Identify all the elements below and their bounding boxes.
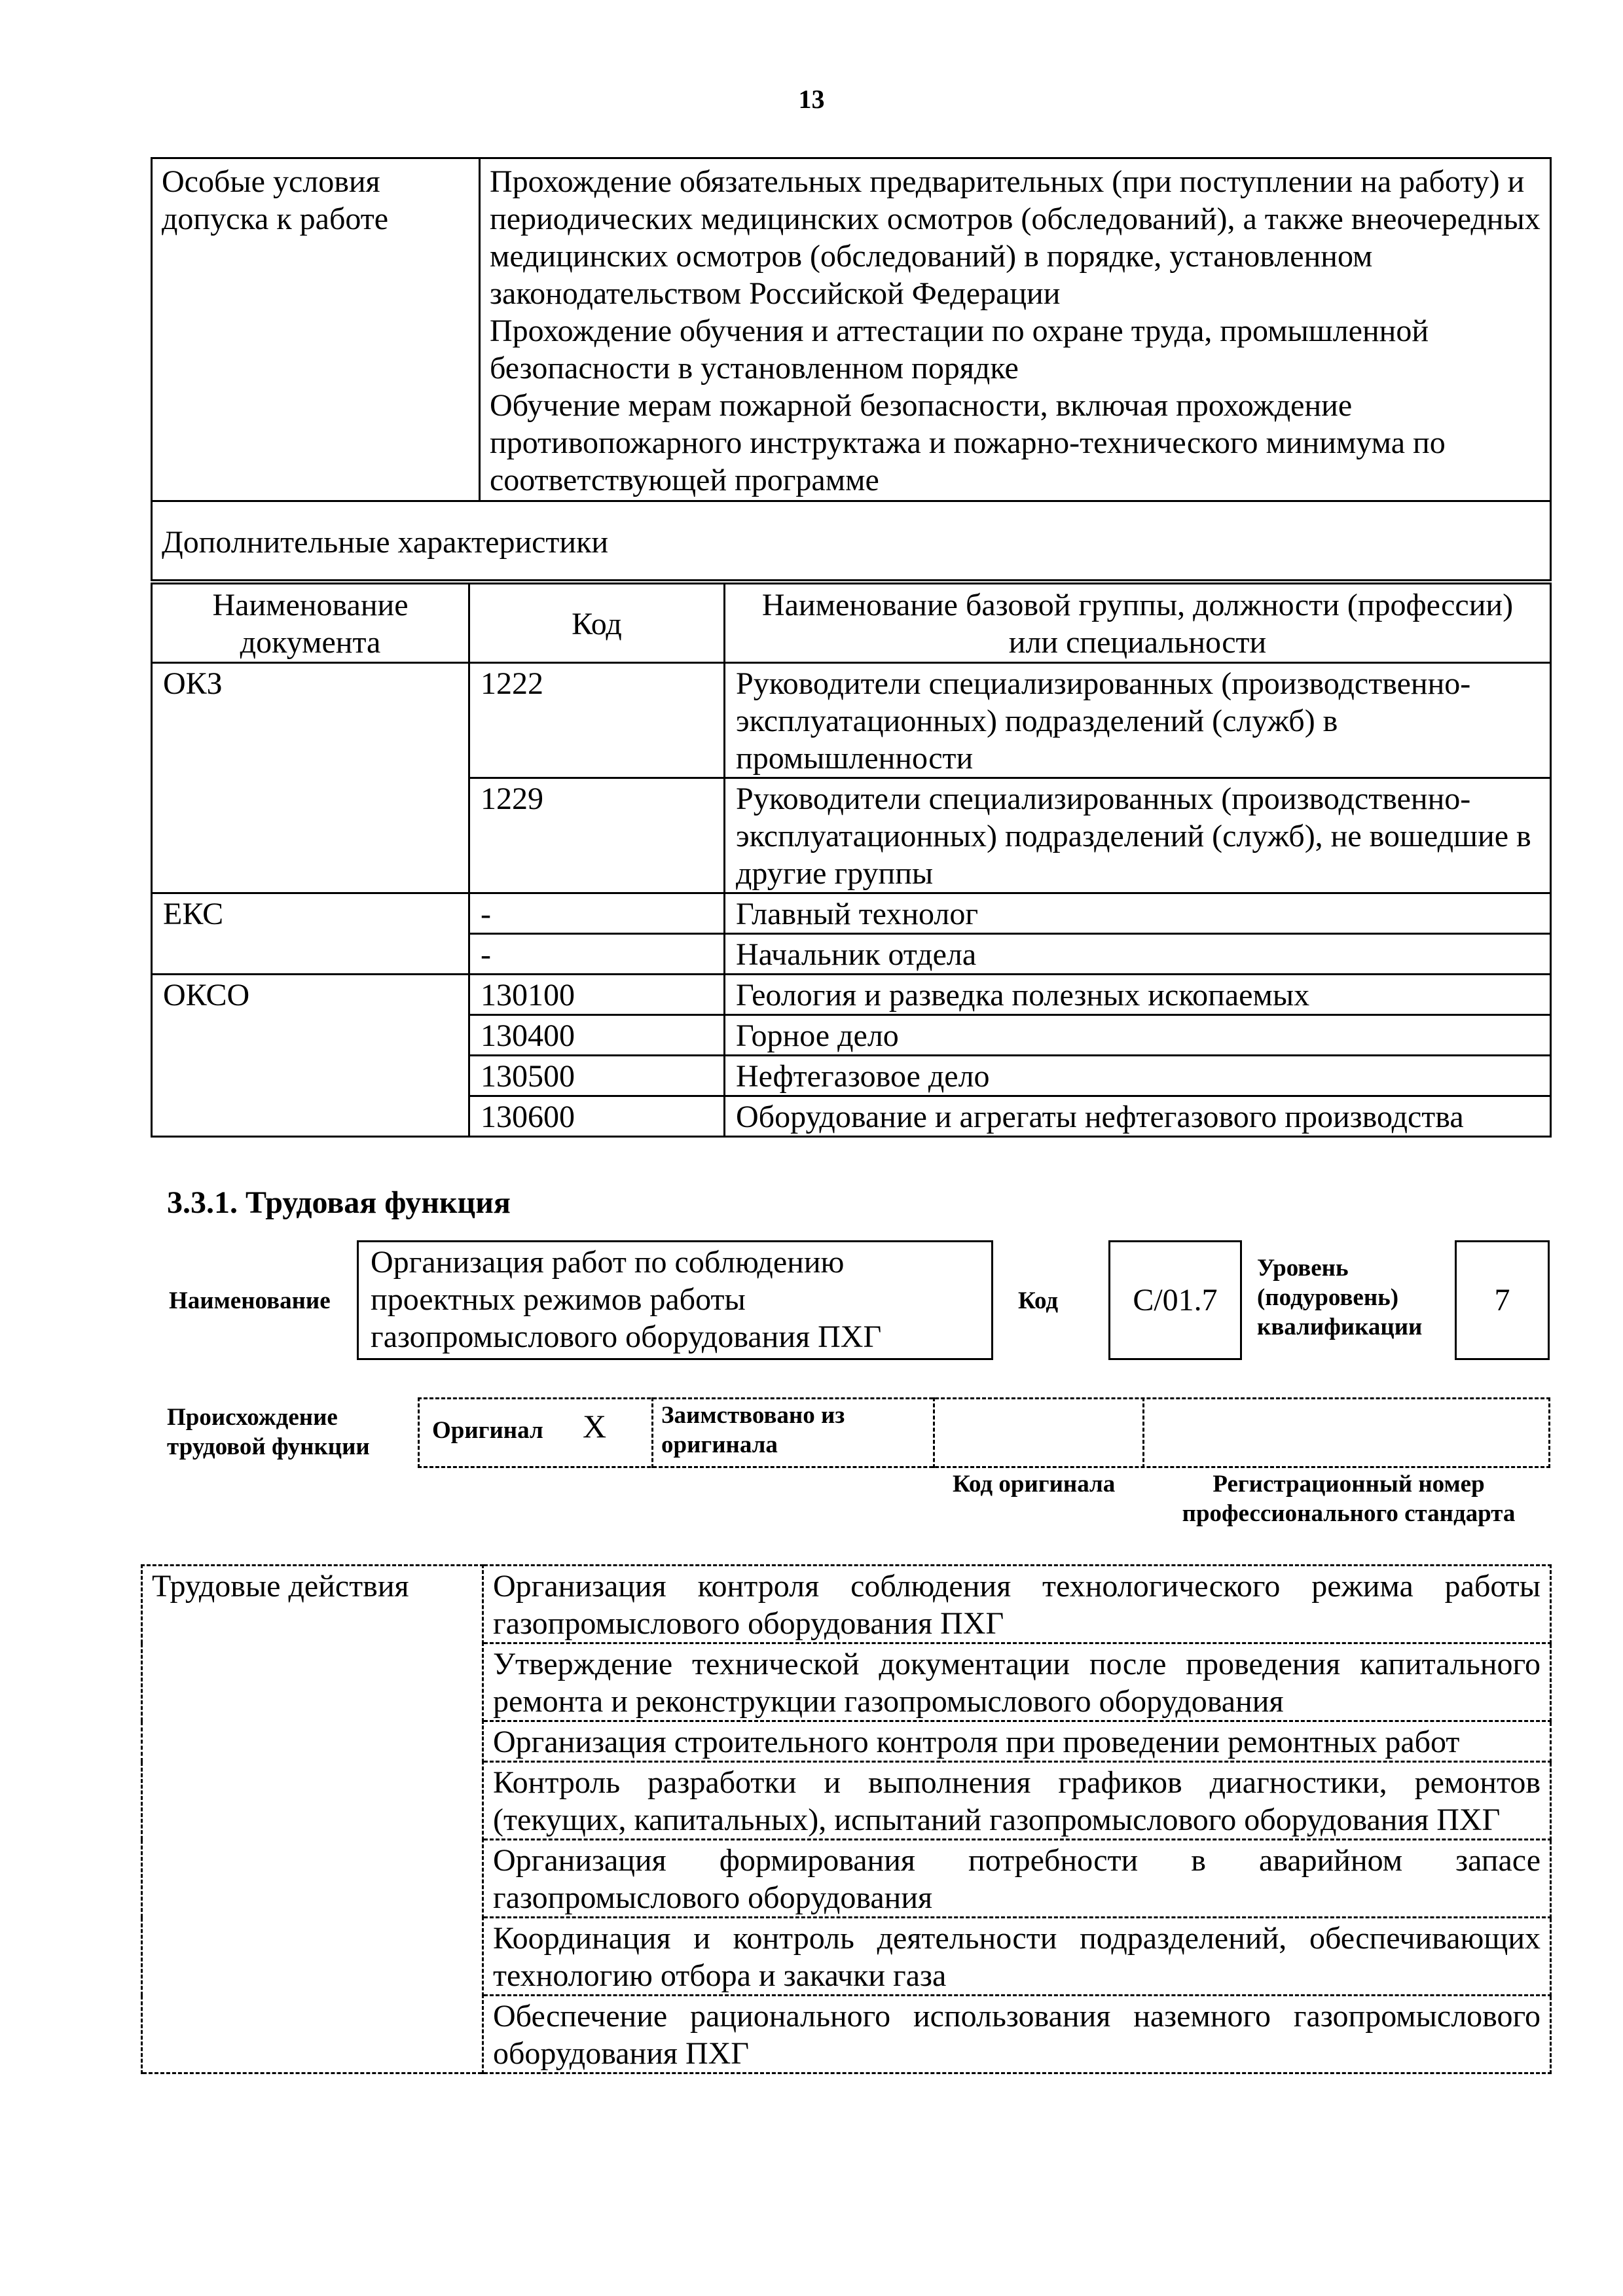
action-item: Обеспечение рационального использования наземного газопромыслового оборудования ПХГ (483, 1996, 1551, 2073)
action-item: Организация строительного контроля при проведении ремонтных работ (483, 1721, 1551, 1762)
function-level: 7 (1455, 1240, 1550, 1360)
characteristics-table (151, 583, 1552, 1138)
table-row (152, 778, 1551, 893)
row-doc (152, 1096, 469, 1137)
row-name: Главный технолог (725, 893, 1551, 934)
function-code: C/01.7 (1108, 1240, 1242, 1360)
row-code: 1229 (469, 778, 725, 893)
row-code: 130500 (469, 1056, 725, 1096)
table-row (152, 975, 1551, 1015)
page-number: 13 (798, 84, 825, 114)
table-row (152, 893, 1551, 934)
action-item: Контроль разработки и выполнения графиков диагностики, ремонтов (текущих, капитальных), испытаний газопромыслового оборудования ПХГ (483, 1762, 1551, 1840)
row-doc (152, 934, 469, 975)
row-code: 130100 (469, 975, 725, 1015)
admission-line: Обучение мерам пожарной безопасности, включая прохождение противопожарного инструктажа и пожарно-технического минимума по соответствующей программе (490, 388, 1446, 497)
level-label: Уровень (подуровень) квалификации (1257, 1255, 1423, 1340)
name-label: Наименование (169, 1287, 331, 1314)
row-doc (152, 1056, 469, 1096)
row-code: 1222 (469, 663, 725, 778)
table-row (152, 1056, 1551, 1096)
admission-line: Прохождение обучения и аттестации по охране труда, промышленной безопасности в установленном порядке (490, 314, 1429, 386)
code-label: Код (1018, 1287, 1059, 1314)
header-code: Код (469, 584, 725, 663)
borrowed-label: Заимствовано из оригинала (661, 1402, 845, 1458)
row-name: Нефтегазовое дело (725, 1056, 1551, 1096)
action-item: Координация и контроль деятельности подразделений, обеспечивающих технологию отбора и закачки газа (483, 1918, 1551, 1996)
row-name: Руководители специализированных (производственно-эксплуатационных) подразделений (служб), не вошедшие в другие группы (725, 778, 1551, 893)
table-row (152, 663, 1551, 778)
row-doc: ОКСО (152, 975, 469, 1015)
section-title: 3.3.1. Трудовая функция (167, 1185, 511, 1220)
action-item: Утверждение технической документации после проведения капитального ремонта и реконструкции газопромыслового оборудования (483, 1643, 1551, 1721)
original-mark: X (583, 1408, 607, 1444)
row-doc (152, 1015, 469, 1056)
row-name: Оборудование и агрегаты нефтегазового производства (725, 1096, 1551, 1137)
row-name: Горное дело (725, 1015, 1551, 1056)
table-row (152, 1096, 1551, 1137)
function-name: Организация работ по соблюдению проектных режимов работы газопромыслового оборудования ПХГ (357, 1240, 993, 1360)
header-doc: Наименование документа (152, 584, 469, 663)
row-code: - (469, 934, 725, 975)
reg-number-label: Регистрационный номер профессионального стандарта (1182, 1471, 1516, 1527)
admission-content (480, 158, 1551, 501)
row-name: Начальник отдела (725, 934, 1551, 975)
row-code: 130600 (469, 1096, 725, 1137)
row-doc (152, 778, 469, 893)
row-name: Геология и разведка полезных ископаемых (725, 975, 1551, 1015)
code-original-label: Код оригинала (953, 1471, 1116, 1498)
action-item: Организация формирования потребности в аварийном запасе газопромыслового оборудования (483, 1840, 1551, 1918)
characteristics-title: Дополнительные характеристики (152, 501, 1551, 581)
row-code: - (469, 893, 725, 934)
header-name: Наименование базовой группы, должности (профессии) или специальности (725, 584, 1551, 663)
table-row (142, 1566, 1551, 1643)
row-doc: ОКЗ (152, 663, 469, 778)
row-doc: ЕКС (152, 893, 469, 934)
actions-table (141, 1564, 1552, 2074)
table-row (152, 934, 1551, 975)
action-item: Организация контроля соблюдения технологического режима работы газопромыслового оборудования ПХГ (483, 1566, 1551, 1643)
table-row (152, 1015, 1551, 1056)
row-name: Руководители специализированных (производственно-эксплуатационных) подразделений (служб) в промышленности (725, 663, 1551, 778)
row-code: 130400 (469, 1015, 725, 1056)
admission-table (151, 157, 1552, 581)
admission-line: Прохождение обязательных предварительных (при поступлении на работу) и периодических медицинских осмотров (обследований), а также внеочередных медицинских осмотров (обследований) в порядке, установленном законодательством Российской Федерации (490, 164, 1541, 311)
admission-label: Особые условия допуска к работе (152, 158, 480, 501)
actions-label: Трудовые действия (142, 1566, 483, 2073)
original-label: Оригинал (432, 1417, 543, 1444)
origin-label: Происхождение трудовой функции (167, 1404, 370, 1460)
